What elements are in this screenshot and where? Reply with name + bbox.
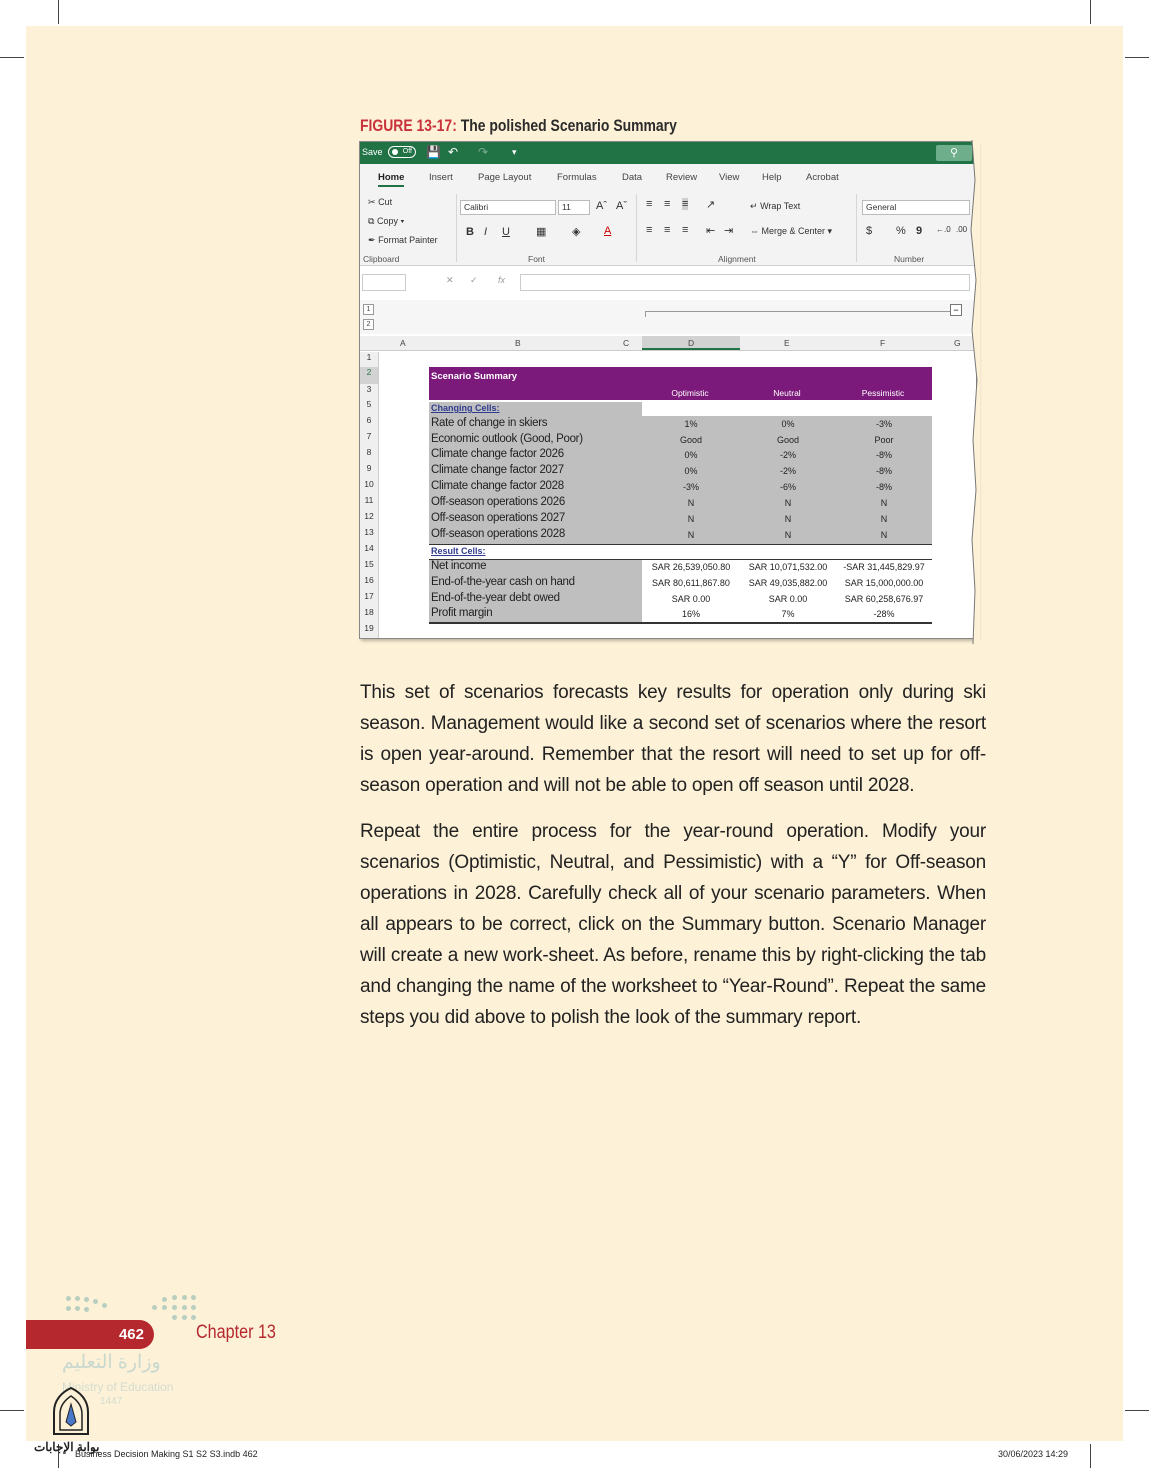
- summary-title: Scenario Summary: [431, 371, 518, 382]
- autosave-toggle[interactable]: Off: [388, 146, 416, 158]
- row-header[interactable]: 5: [360, 399, 379, 415]
- align-right-icon[interactable]: ≡: [682, 224, 689, 236]
- crop-mark: [1125, 1410, 1149, 1411]
- figure-caption: [360, 116, 677, 136]
- cut-button[interactable]: [368, 197, 392, 208]
- ribbon-divider: [636, 194, 637, 262]
- borders-icon[interactable]: ▦: [536, 226, 547, 238]
- dot: [162, 1297, 167, 1302]
- ribbon-divider: [456, 194, 457, 262]
- page-number: 462: [26, 1320, 154, 1349]
- summary-header-band: [429, 367, 932, 400]
- search-icon: ⚲: [949, 147, 959, 159]
- changing-value: Good: [776, 435, 800, 445]
- dot: [172, 1305, 177, 1310]
- changing-value: 0%: [684, 466, 698, 476]
- percent-button[interactable]: %: [896, 225, 906, 237]
- changing-value: N: [880, 498, 888, 508]
- row-header[interactable]: 10: [360, 479, 379, 495]
- crop-mark: [1090, 1444, 1091, 1468]
- comma-style-button[interactable]: 9: [916, 225, 923, 237]
- changing-value: Good: [679, 435, 703, 445]
- row-header[interactable]: 13: [360, 527, 379, 543]
- wrap-text-button[interactable]: [750, 201, 800, 212]
- result-value: -28%: [873, 609, 895, 619]
- changing-label: Off-season operations 2028: [431, 528, 565, 540]
- row-header[interactable]: 1: [360, 352, 379, 367]
- title-bar: [360, 142, 976, 164]
- wrap-text-label: Wrap Text: [760, 201, 801, 211]
- dot: [66, 1296, 71, 1301]
- result-label: End-of-the-year cash on hand: [431, 576, 575, 588]
- column-header-f[interactable]: F: [880, 338, 886, 348]
- currency-button[interactable]: $: [866, 225, 873, 237]
- increase-font-icon[interactable]: Aˆ: [596, 200, 607, 212]
- format-painter-button[interactable]: [368, 235, 438, 246]
- changing-label: Climate change factor 2026: [431, 448, 564, 460]
- changing-value: N: [687, 514, 695, 524]
- changing-value: -2%: [779, 466, 796, 476]
- font-color-icon[interactable]: A: [604, 225, 612, 237]
- row-header[interactable]: 11: [360, 495, 379, 511]
- changing-value: -3%: [682, 482, 699, 492]
- table-rule: [429, 622, 932, 624]
- collapse-button[interactable]: −: [950, 304, 962, 316]
- fill-color-icon[interactable]: ◈: [572, 226, 581, 238]
- paragraph: This set of scenarios forecasts key results for operation only during ski season. Management would like a second set of scenarios where the resort is open year-around. Remember that the resort will need to set up for off-season operation and will not be able to open off season until 2028.: [360, 682, 986, 796]
- column-header-g[interactable]: G: [954, 338, 961, 348]
- format-painter-label: Format Painter: [378, 235, 438, 245]
- result-value: SAR 0.00: [768, 594, 808, 604]
- figure-number: FIGURE 13-17:: [360, 116, 457, 135]
- tab-page-layout[interactable]: Page Layout: [478, 172, 532, 183]
- changing-value: -2%: [779, 450, 796, 460]
- dot: [172, 1295, 177, 1300]
- font-group-label: Font: [528, 254, 546, 264]
- changing-value: N: [784, 514, 792, 524]
- dot: [182, 1295, 187, 1300]
- row-header[interactable]: 15: [360, 559, 379, 575]
- result-label: Net income: [431, 560, 487, 572]
- changing-label: Economic outlook (Good, Poor): [431, 433, 583, 445]
- ministry-name-english: Ministry of Education: [62, 1380, 174, 1394]
- ribbon-divider: [856, 194, 857, 262]
- align-middle-icon[interactable]: ≡: [664, 198, 671, 210]
- result-value: SAR 49,035,882.00: [748, 578, 828, 588]
- crop-mark: [58, 0, 59, 24]
- result-cells-label: Result Cells:: [431, 546, 486, 556]
- changing-value: 1%: [684, 419, 698, 429]
- changing-value: N: [880, 514, 888, 524]
- changing-value: 0%: [781, 419, 795, 429]
- name-box[interactable]: [362, 274, 406, 291]
- formula-bar: [360, 270, 976, 296]
- dot: [102, 1303, 107, 1308]
- redo-icon[interactable]: ↷: [478, 145, 489, 159]
- excel-screenshot: [359, 141, 977, 639]
- row-header[interactable]: 18: [360, 607, 379, 623]
- number-group-label: Number: [894, 254, 925, 264]
- scenario-name-neutral: Neutral: [773, 388, 801, 398]
- changing-value: -8%: [875, 466, 892, 476]
- result-value: SAR 26,539,050.80: [651, 562, 731, 572]
- ministry-name-arabic: وزارة التعليم: [62, 1352, 161, 1373]
- dot: [191, 1315, 196, 1320]
- decrease-decimal-icon[interactable]: .00: [956, 225, 968, 234]
- answers-portal-watermark: بوابة الإجابات: [34, 1440, 100, 1454]
- changing-label: Off-season operations 2027: [431, 512, 565, 524]
- decrease-font-icon[interactable]: Aˇ: [616, 200, 627, 212]
- row-header[interactable]: 19: [360, 623, 379, 639]
- row-header[interactable]: 16: [360, 575, 379, 591]
- ribbon-tabs: [360, 164, 976, 188]
- tab-formulas[interactable]: Formulas: [557, 172, 597, 183]
- result-label: Profit margin: [431, 607, 493, 619]
- autosave-label: Save: [362, 147, 383, 157]
- copy-icon: ⧉: [368, 216, 375, 226]
- print-date: 30/06/2023 14:29: [998, 1449, 1069, 1459]
- copy-button[interactable]: ⧉ Copy ▾: [368, 216, 405, 226]
- number-format-dropdown[interactable]: General: [862, 200, 970, 215]
- column-header-a[interactable]: A: [400, 338, 406, 348]
- changing-value: N: [784, 498, 792, 508]
- answers-portal-emblem-icon: [50, 1386, 92, 1438]
- row-header[interactable]: 9: [360, 463, 379, 479]
- result-label: End-of-the-year debt owed: [431, 592, 560, 604]
- changing-value: 0%: [684, 450, 698, 460]
- chapter-label: Chapter 13: [196, 1322, 276, 1343]
- align-top-icon[interactable]: ≡: [646, 198, 653, 210]
- increase-indent-icon[interactable]: ⇥: [724, 225, 734, 237]
- dot: [162, 1305, 167, 1310]
- dot: [93, 1299, 98, 1304]
- underline-button[interactable]: U: [502, 226, 510, 238]
- dot: [84, 1297, 89, 1302]
- dot: [191, 1305, 196, 1310]
- scenario-name-optimistic: Optimistic: [671, 388, 709, 398]
- tab-review[interactable]: Review: [666, 172, 698, 183]
- cut-label: Cut: [378, 197, 393, 207]
- result-value: SAR 15,000,000.00: [844, 578, 924, 588]
- font-size-dropdown[interactable]: 11: [558, 200, 590, 215]
- tab-acrobat[interactable]: Acrobat: [806, 172, 839, 183]
- result-value: SAR 80,611,867.80: [652, 578, 730, 588]
- align-center-icon[interactable]: ≡: [664, 224, 671, 236]
- merge-icon: ⇔: [750, 226, 759, 236]
- result-value: 16%: [681, 609, 700, 619]
- result-value: -SAR 31,445,829.97: [843, 562, 925, 572]
- changing-value: -3%: [875, 419, 892, 429]
- dot: [191, 1295, 196, 1300]
- dot: [75, 1296, 80, 1301]
- changing-label: Climate change factor 2027: [431, 464, 564, 476]
- row-header[interactable]: 6: [360, 415, 379, 431]
- enter-icon[interactable]: ✓: [470, 275, 478, 285]
- tab-help[interactable]: Help: [762, 172, 782, 183]
- tab-view[interactable]: View: [719, 172, 740, 183]
- row-header[interactable]: 14: [360, 543, 379, 559]
- tab-insert[interactable]: Insert: [429, 172, 453, 183]
- dot: [172, 1315, 177, 1320]
- dot: [66, 1306, 71, 1311]
- ministry-year: 1447: [100, 1396, 123, 1407]
- changing-label: Off-season operations 2026: [431, 496, 565, 508]
- changing-label: Rate of change in skiers: [431, 417, 548, 429]
- merge-center-label: Merge & Center: [761, 226, 826, 236]
- result-value: SAR 10,071,532.00: [748, 562, 828, 572]
- formula-input[interactable]: [520, 274, 970, 291]
- changing-value: N: [687, 498, 695, 508]
- row-header[interactable]: 12: [360, 511, 379, 527]
- dot: [84, 1307, 89, 1312]
- dot: [182, 1315, 187, 1320]
- row-header[interactable]: 17: [360, 591, 379, 607]
- outline-level-1[interactable]: 1: [363, 304, 374, 315]
- changing-value: -8%: [875, 450, 892, 460]
- crop-mark: [1125, 57, 1149, 58]
- tab-data[interactable]: Data: [622, 172, 643, 183]
- column-header-e[interactable]: E: [784, 338, 790, 348]
- changing-value: N: [880, 530, 888, 540]
- font-name-dropdown[interactable]: Calibri: [460, 200, 556, 215]
- wrap-text-icon: ↵: [750, 201, 758, 211]
- bold-button[interactable]: B: [466, 226, 474, 238]
- file-info: Business Decision Making S1 S2 S3.indb 462: [75, 1449, 258, 1459]
- row-header[interactable]: 3: [360, 384, 379, 399]
- column-header-d[interactable]: D: [688, 338, 695, 348]
- torn-edge: [966, 140, 980, 644]
- result-value: SAR 60,258,676.97: [844, 594, 924, 604]
- scissors-icon: ✂: [368, 197, 376, 207]
- table-rule: [429, 544, 932, 545]
- alignment-group-label: Alignment: [718, 254, 756, 264]
- result-value: 7%: [781, 609, 795, 619]
- outline-bracket: [645, 311, 955, 312]
- customize-toolbar-icon[interactable]: ▾: [512, 147, 517, 157]
- ribbon: [360, 188, 976, 266]
- result-value: SAR 0.00: [671, 594, 711, 604]
- column-header-c[interactable]: C: [623, 338, 630, 348]
- changing-value: N: [687, 530, 695, 540]
- undo-icon[interactable]: ↶: [448, 145, 459, 159]
- row-header[interactable]: 2: [360, 367, 379, 384]
- crop-mark: [0, 1410, 24, 1411]
- changing-label: Climate change factor 2028: [431, 480, 564, 492]
- row-header[interactable]: 8: [360, 447, 379, 463]
- dot: [182, 1305, 187, 1310]
- changing-value: -6%: [779, 482, 796, 492]
- paintbrush-icon: ✒: [368, 235, 376, 245]
- function-icon[interactable]: fx: [498, 275, 506, 285]
- changing-value: N: [784, 530, 792, 540]
- outline-level-2[interactable]: 2: [363, 319, 374, 330]
- align-left-icon[interactable]: ≡: [646, 224, 653, 236]
- paragraph: Repeat the entire process for the year-round operation. Modify your scenarios (Optimistic, Neutral, and Pessimistic) with a “Y” for Off-season operations in 2028. Carefully check all of your scenario parameters. When all appears to be correct, click on the Summary button. Scenario Manager will create a new work-sheet. As before, rename this by right-clicking the tab and changing the name of the worksheet to “Year-Round”. Repeat the same steps you did above to polish the look of the summary report.: [360, 821, 986, 1028]
- save-icon[interactable]: 💾: [426, 145, 441, 159]
- orientation-icon[interactable]: ↗: [706, 199, 716, 211]
- column-header-row: [360, 336, 976, 351]
- align-bottom-icon[interactable]: ≡: [682, 198, 689, 210]
- dot: [75, 1306, 80, 1311]
- outline-area: [360, 300, 976, 334]
- copy-label: Copy: [376, 216, 398, 226]
- increase-decimal-icon[interactable]: ←.0: [936, 225, 951, 234]
- crop-mark: [1090, 0, 1091, 24]
- merge-center-button[interactable]: ⇔ Merge & Center ▾: [750, 226, 833, 236]
- row-header[interactable]: 7: [360, 431, 379, 447]
- changing-value: -8%: [875, 482, 892, 492]
- scenario-name-pessimistic: Pessimistic: [861, 388, 905, 398]
- dot: [152, 1305, 157, 1310]
- italic-button[interactable]: I: [484, 226, 488, 238]
- column-header-b[interactable]: B: [515, 338, 521, 348]
- tab-home[interactable]: Home: [378, 172, 404, 187]
- figure-title: The polished Scenario Summary: [460, 116, 677, 135]
- cancel-icon[interactable]: ✕: [446, 275, 454, 285]
- clipboard-group-label: Clipboard: [363, 254, 400, 264]
- crop-mark: [0, 57, 24, 58]
- decrease-indent-icon[interactable]: ⇤: [706, 225, 716, 237]
- outline-bracket: [645, 311, 646, 317]
- changing-cells-label: Changing Cells:: [431, 403, 500, 413]
- changing-value: Poor: [874, 435, 894, 445]
